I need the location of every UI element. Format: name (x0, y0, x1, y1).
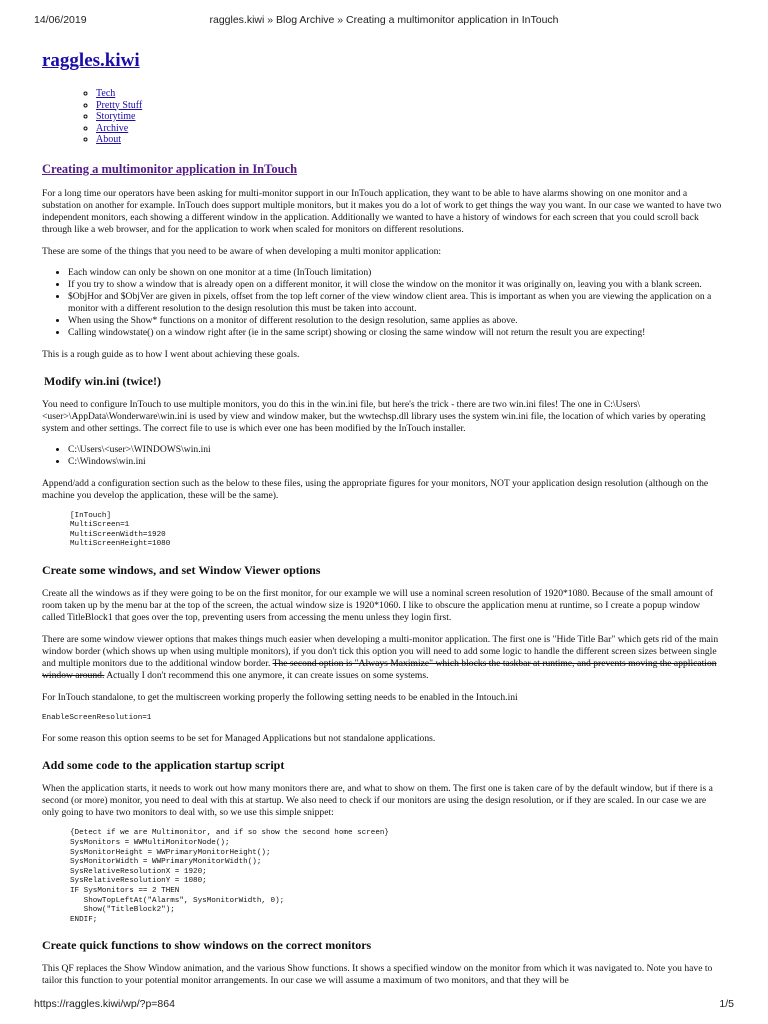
quick-functions-paragraph: This QF replaces the Show Window animation, and the various Show functions. It shows a specified window on the monitor from which it was navigated to. Note you have to tailor this function to your potential monitor arrangements. In our case we will assume a maximum of two monitors, and that they will be (42, 963, 713, 987)
site-title-link[interactable]: raggles.kiwi (42, 50, 140, 71)
viewer-options-text: There are some window viewer options that makes things much easier when developing a multi-monitor application. The first one is "Hide Title Bar" which gets rid of the main window border (which shows up when using multiple monitors), if you don't tick this option you will need to add some logic to handle the different screen sizes between single and multiple monitors due to the additional window border. (42, 633, 719, 669)
list-item: • Calling windowstate() on a window right after (ie in the same script) showing or closing the same window will not return the result you are expecting! (68, 327, 722, 339)
nav-item-storytime (96, 111, 722, 123)
nav-link-pretty-stuff[interactable]: Pretty Stuff (96, 99, 143, 111)
print-header (34, 14, 734, 28)
nav-item-about (96, 134, 722, 146)
print-url: https://raggles.kiwi/wp/?p=864 (34, 998, 175, 1010)
viewer-options-paragraph (42, 634, 722, 682)
aware-list (42, 267, 722, 339)
list-item: • C:\Users\<user>\WINDOWS\win.ini (68, 444, 722, 456)
intro-paragraph: For a long time our operators have been asking for multi-monitor support in our InTouch application, they want to be able to have alarms showing on one monitor and a substation on another for example. InTouch does support multiple monitors, but it makes you do a lot of work to get things the way you want. In our case we wanted to have two independent monitors, each showing a different window in the application. Additionally we wanted to have a history of windows for each screen that you could scroll back through like a web browser, and for the application to work when scaled for monitors on different resolutions. (42, 187, 722, 235)
win-ini-paths-list (42, 444, 722, 468)
nav-item-pretty-stuff (96, 100, 722, 112)
rough-guide-paragraph: This is a rough guide as to how I went about achieving these goals. (42, 348, 300, 360)
list-item: • $ObjHor and $ObjVer are given in pixels, offset from the top left corner of the view window client area. This is important as when you are viewing the application on a monitor with a different resolution to the design resolution this must be taken into account. (68, 291, 722, 315)
page-number: 1/5 (719, 998, 734, 1010)
print-date: 14/06/2019 (34, 14, 87, 26)
list-item: • Each window can only be shown on one monitor at a time (InTouch limitation) (68, 267, 722, 279)
startup-code-block: {Detect if we are Multimonitor, and if so show the second home screen} SysMonitors = WWMultiMonitorNode(); SysMonitorHeight = WWPrimaryMonitorHeight(); SysMonitorWidth = WWPrimaryMonitorWidth(); SysRelativeResolutionX = 1920; SysRelativeResolutionY = 1080; IF SysMonitors == 2 THEN ShowTopLeftAt("Alarms", SysMonitorWidth, 0); Show("TitleBlock2"); ENDIF; (70, 829, 389, 924)
site-nav (42, 88, 722, 146)
append-config-paragraph: Append/add a configuration section such as the below to these files, using the appropriate figures for your monitors, NOT your application design resolution (although on the machine you develop the application, these will be the same). (42, 477, 709, 501)
nav-link-about[interactable]: About (96, 134, 121, 145)
print-footer (34, 998, 734, 1012)
page-content (42, 46, 722, 987)
section-heading-quick-functions: Create quick functions to show windows on the correct monitors (42, 938, 372, 953)
managed-apps-paragraph: For some reason this option seems to be set for Managed Applications but not standalone applications. (42, 733, 436, 745)
struck-text: The second option is "Always Maximize" which blocks the taskbar at runtime, and prevents moving the application window around. (42, 657, 717, 681)
nav-link-storytime[interactable]: Storytime (96, 111, 136, 122)
nav-item-archive (96, 123, 722, 135)
print-page-title: raggles.kiwi » Blog Archive » Creating a multimonitor application in InTouch (209, 14, 559, 26)
list-item: • C:\Windows\win.ini (68, 456, 722, 468)
section-heading-startup-script: Add some code to the application startup script (42, 758, 285, 773)
windows-paragraph: Create all the windows as if they were going to be on the first monitor, for our example we will use a nominal screen resolution of 1920*1080. Because of the small amount of room taken up by the menu bar at the top of the screen, the actual window size is 1920*1060. I like to obscure the application menu at runtime, so I create a popup window called TitleBlock1 that goes over the top, preventing users from accessing the menu unless they login first. (42, 587, 714, 623)
viewer-options-note: Actually I don't recommend this one anymore, it can create issues on some systems. (104, 669, 429, 681)
standalone-paragraph: For InTouch standalone, to get the multiscreen working properly the following setting needs to be enabled in the Intouch.ini (42, 691, 518, 703)
nav-link-tech[interactable]: Tech (96, 88, 116, 99)
list-item: • If you try to show a window that is already open on a different monitor, it will close the window on the monitor it was originally on, leaving you with a blank screen. (68, 279, 722, 291)
section-heading-windows: Create some windows, and set Window Viewer options (42, 562, 321, 577)
nav-item-tech (96, 88, 722, 100)
win-ini-paragraph: You need to configure InTouch to use multiple monitors, you do this in the win.ini file, but here's the trick - there are two win.ini files! The one in C:\Users\<user>\AppData\Wonderware\win.ini is used by view and window maker, but the wwtechsp.dll library uses the system win.ini file, the location of which varies by operating system and other settings. The correct file to use is which ever one has been modified by the InTouch installer. (42, 398, 706, 434)
startup-paragraph: When the application starts, it needs to work out how many monitors there are, and what to show on them. The first one is taken care of by the default window, but if there is a second (or more) monitor, you need to deal with this at startup. We also need to check if our monitors are using the design resolution, or if they are scaled. In our case we are only going to have two monitors to deal with, so we use this simple snippet: (42, 783, 713, 819)
post-title-link[interactable]: Creating a multimonitor application in InTouch (42, 161, 298, 176)
list-item: • When using the Show* functions on a monitor of different resolution to the design resolution, same applies as above. (68, 315, 722, 327)
section-heading-win-ini: Modify win.ini (twice!) (44, 373, 161, 388)
intouch-ini-code-block: EnableScreenResolution=1 (42, 713, 152, 722)
nav-link-archive[interactable]: Archive (96, 122, 129, 134)
aware-intro-paragraph: These are some of the things that you need to be aware of when developing a multi monitor application: (42, 245, 442, 257)
win-ini-code-block: [InTouch] MultiScreen=1 MultiScreenWidth=1920 MultiScreenHeight=1080 (70, 511, 171, 549)
